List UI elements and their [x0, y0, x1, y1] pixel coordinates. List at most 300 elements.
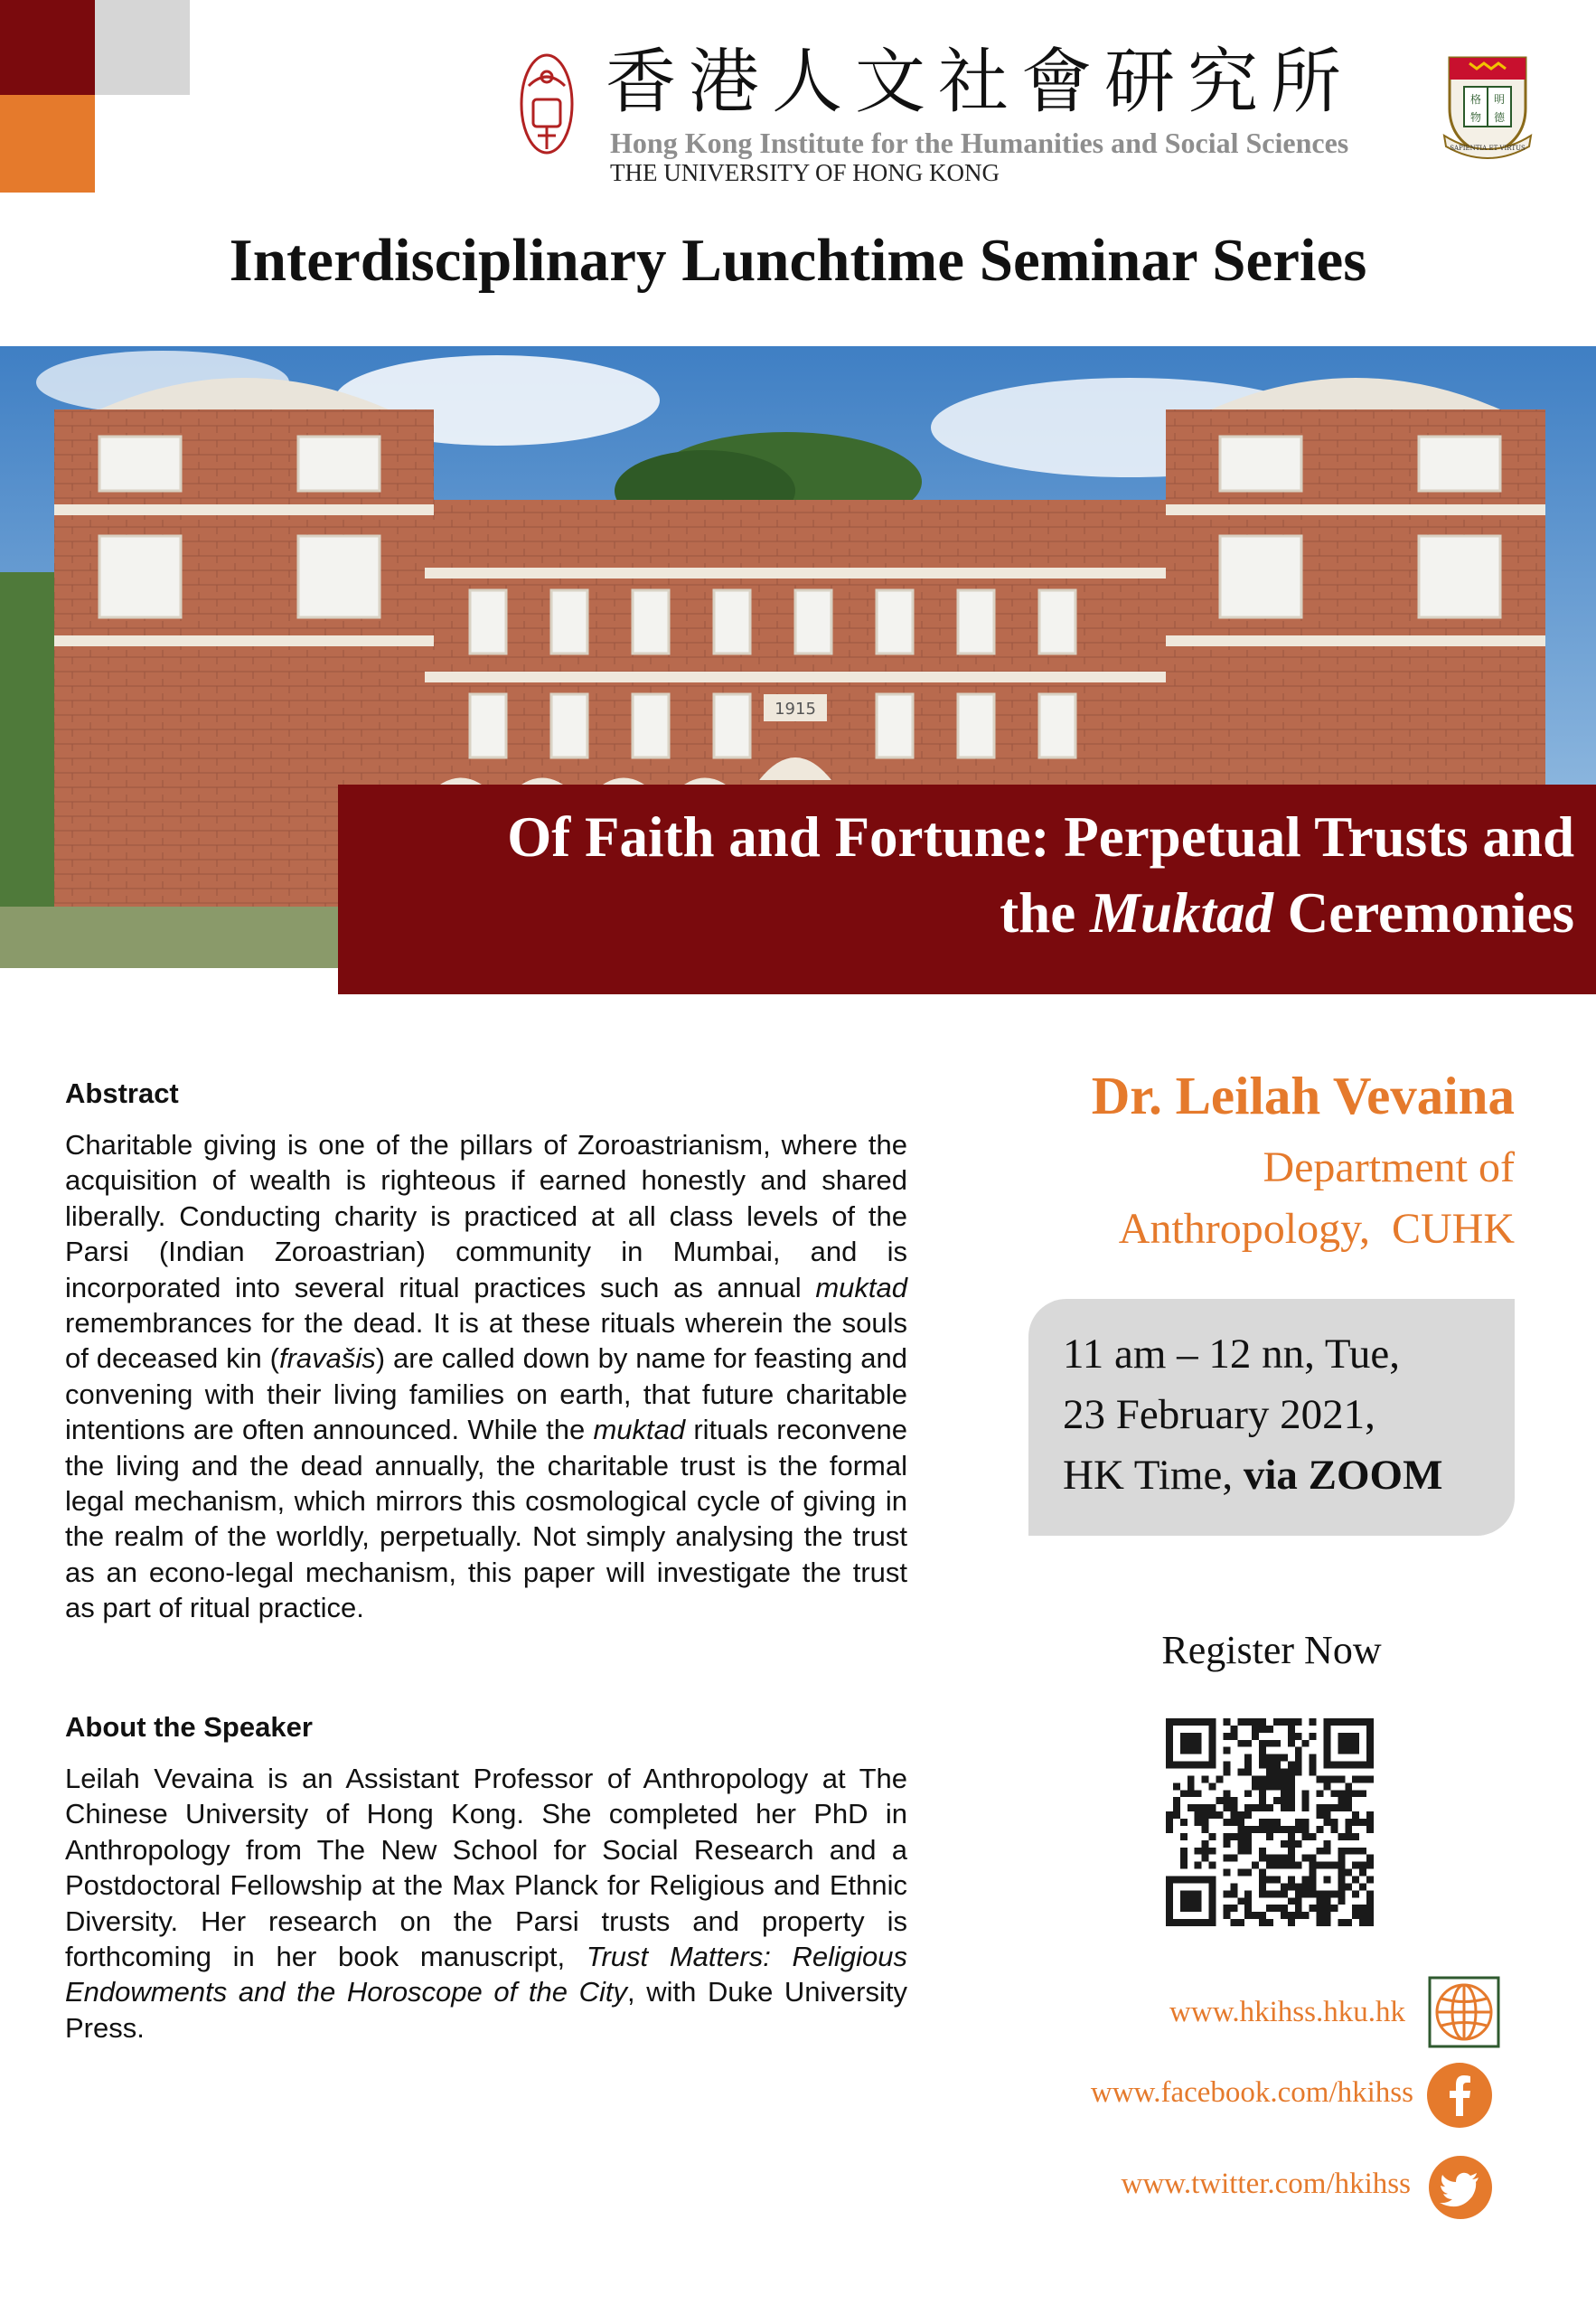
qr-module: [1266, 1754, 1273, 1762]
qr-module: [1323, 1919, 1330, 1926]
qr-module: [1202, 1848, 1209, 1855]
qr-module: [1288, 1848, 1295, 1855]
qr-module: [1302, 1797, 1310, 1804]
qr-module: [1281, 1905, 1288, 1912]
qr-module: [1244, 1769, 1252, 1776]
qr-module: [1281, 1775, 1288, 1783]
qr-module: [1338, 1797, 1345, 1804]
qr-module: [1295, 1890, 1302, 1897]
qr-module: [1237, 1840, 1244, 1848]
qr-module: [1310, 1833, 1317, 1840]
qr-module: [1273, 1754, 1281, 1762]
qr-module: [1259, 1797, 1266, 1804]
qr-module: [1281, 1804, 1288, 1811]
qr-module: [1366, 1775, 1374, 1783]
qr-module: [1266, 1905, 1273, 1912]
qr-module: [1223, 1804, 1230, 1811]
qr-module: [1302, 1790, 1310, 1797]
corner-block-maroon: [0, 0, 95, 95]
qr-module: [1223, 1890, 1230, 1897]
qr-module: [1310, 1754, 1317, 1762]
qr-module: [1330, 1790, 1338, 1797]
qr-module: [1230, 1905, 1237, 1912]
qr-module: [1273, 1890, 1281, 1897]
qr-module: [1359, 1883, 1366, 1890]
qr-module: [1252, 1775, 1259, 1783]
qr-module: [1295, 1840, 1302, 1848]
qr-module: [1317, 1826, 1324, 1833]
schedule-box: [1028, 1299, 1515, 1536]
qr-module: [1295, 1762, 1302, 1769]
qr-module: [1244, 1762, 1252, 1769]
qr-module: [1330, 1905, 1338, 1912]
website-link[interactable]: www.hkihss.hku.hk: [1169, 1996, 1405, 2028]
qr-module: [1209, 1848, 1216, 1855]
qr-module: [1259, 1869, 1266, 1877]
qr-module: [1202, 1811, 1209, 1819]
qr-module: [1295, 1718, 1302, 1726]
talk-title-line2-italic: Muktad: [1089, 881, 1273, 945]
qr-module: [1252, 1726, 1259, 1733]
qr-module: [1252, 1783, 1259, 1790]
qr-module: [1273, 1876, 1281, 1883]
qr-module: [1288, 1897, 1295, 1905]
qr-module: [1237, 1869, 1244, 1877]
qr-module: [1266, 1726, 1273, 1733]
qr-module: [1259, 1890, 1266, 1897]
qr-module: [1366, 1855, 1374, 1862]
qr-module: [1266, 1890, 1273, 1897]
qr-module: [1359, 1912, 1366, 1919]
qr-module: [1259, 1883, 1266, 1890]
qr-module: [1259, 1747, 1266, 1754]
qr-module: [1366, 1862, 1374, 1869]
qr-module: [1244, 1833, 1252, 1840]
qr-module: [1352, 1819, 1359, 1826]
qr-module: [1323, 1876, 1330, 1883]
qr-module: [1288, 1790, 1295, 1797]
facebook-icon[interactable]: [1426, 2062, 1493, 2129]
qr-module: [1259, 1775, 1266, 1783]
qr-module: [1209, 1811, 1216, 1819]
qr-module: [1188, 1790, 1195, 1797]
qr-module: [1166, 1826, 1173, 1833]
qr-module: [1266, 1762, 1273, 1769]
qr-module: [1317, 1848, 1324, 1855]
qr-module: [1244, 1840, 1252, 1848]
qr-module: [1295, 1769, 1302, 1776]
qr-module: [1180, 1862, 1188, 1869]
qr-module: [1281, 1890, 1288, 1897]
qr-module: [1244, 1754, 1252, 1762]
qr-module: [1223, 1762, 1230, 1769]
qr-module: [1366, 1905, 1374, 1912]
qr-module: [1295, 1912, 1302, 1919]
speaker-dept-line2: Anthropology, CUHK: [1118, 1205, 1515, 1253]
qr-module: [1323, 1848, 1330, 1855]
qr-module: [1295, 1883, 1302, 1890]
qr-module: [1237, 1811, 1244, 1819]
qr-module: [1237, 1919, 1244, 1926]
schedule-time: 11 am – 12 nn, Tue,: [1063, 1331, 1400, 1378]
qr-module: [1323, 1819, 1330, 1826]
qr-module: [1273, 1797, 1281, 1804]
qr-module: [1223, 1797, 1230, 1804]
qr-module: [1266, 1862, 1273, 1869]
qr-module: [1295, 1826, 1302, 1833]
qr-module: [1180, 1819, 1188, 1826]
qr-module: [1352, 1848, 1359, 1855]
qr-module: [1237, 1718, 1244, 1726]
qr-module: [1209, 1804, 1216, 1811]
qr-module: [1195, 1790, 1202, 1797]
qr-module: [1259, 1855, 1266, 1862]
qr-module: [1195, 1862, 1202, 1869]
qr-module: [1345, 1919, 1352, 1926]
qr-module: [1330, 1826, 1338, 1833]
qr-module: [1310, 1733, 1317, 1740]
talk-title-line2-post: Ceremonies: [1273, 881, 1574, 945]
qr-module: [1345, 1783, 1352, 1790]
qr-module: [1237, 1819, 1244, 1826]
qr-module: [1359, 1905, 1366, 1912]
qr-module: [1252, 1804, 1259, 1811]
abstract-text-part: Charitable giving is one of the pillars of Zoroastrianism, where the acquisition of wealth is righteous if earned honestly and shared liberally. Conducting charity is practiced at all class levels of the Parsi (Indian Zoroastrian) community in Mumbai, and is incorporated into several ritual practices such as annual: [65, 1129, 907, 1303]
qr-module: [1237, 1826, 1244, 1833]
qr-module: [1295, 1754, 1302, 1762]
qr-module: [1345, 1833, 1352, 1840]
qr-module: [1295, 1905, 1302, 1912]
institute-english-name: Hong Kong Institute for the Humanities and Social Sciences: [610, 127, 1349, 159]
qr-module: [1209, 1862, 1216, 1869]
qr-module: [1288, 1883, 1295, 1890]
qr-module: [1317, 1905, 1324, 1912]
qr-module: [1295, 1733, 1302, 1740]
qr-module: [1352, 1876, 1359, 1883]
qr-module: [1281, 1855, 1288, 1862]
hku-crest-icon: [1442, 52, 1533, 161]
qr-module: [1223, 1790, 1230, 1797]
qr-module: [1345, 1797, 1352, 1804]
qr-module: [1288, 1726, 1295, 1733]
qr-module: [1288, 1912, 1295, 1919]
qr-module: [1230, 1819, 1237, 1826]
schedule-platform: via ZOOM: [1243, 1452, 1443, 1499]
qr-module: [1288, 1833, 1295, 1840]
talk-title-line2-pre: the: [1000, 881, 1090, 945]
schedule-venue: [1063, 1445, 1442, 1506]
qr-module: [1195, 1819, 1202, 1826]
qr-module: [1223, 1905, 1230, 1912]
speaker-name: Dr. Leilah Vevaina: [1091, 1066, 1515, 1125]
qr-module: [1259, 1754, 1266, 1762]
qr-module: [1244, 1790, 1252, 1797]
qr-module: [1359, 1819, 1366, 1826]
qr-module: [1223, 1733, 1230, 1740]
qr-module: [1273, 1769, 1281, 1776]
qr-module: [1216, 1775, 1224, 1783]
qr-module: [1352, 1811, 1359, 1819]
about-text-part: Leilah Vevaina is an Assistant Professor of Anthropology at The Chinese University of Hong Kong. She completed her PhD in Anthropology from The New School for Social Research and a Postdoctoral Fellowship at the Max Planck for Religious and Ethnic Diversity. Her research on the Parsi trusts and property is forthcoming in her book manuscript,: [65, 1763, 907, 1973]
qr-module: [1273, 1718, 1281, 1726]
qr-module: [1252, 1912, 1259, 1919]
schedule-text: [1063, 1324, 1442, 1506]
qr-module: [1202, 1840, 1209, 1848]
qr-module: [1281, 1862, 1288, 1869]
qr-module: [1345, 1883, 1352, 1890]
talk-title-banner: [338, 785, 1596, 994]
qr-module: [1345, 1848, 1352, 1855]
qr-module: [1366, 1890, 1374, 1897]
abstract-text-part: remembrances for the dead. It is at these rituals wherein the souls of deceased kin (: [65, 1307, 907, 1375]
qr-module: [1230, 1883, 1237, 1890]
qr-module: [1323, 1804, 1330, 1811]
qr-module: [1259, 1762, 1266, 1769]
qr-module: [1345, 1790, 1352, 1797]
qr-module: [1352, 1912, 1359, 1919]
qr-module: [1323, 1897, 1330, 1905]
qr-module: [1195, 1848, 1202, 1855]
qr-module: [1266, 1855, 1273, 1862]
qr-module: [1216, 1797, 1224, 1804]
qr-module: [1281, 1790, 1288, 1797]
qr-module: [1209, 1833, 1216, 1840]
qr-module: [1266, 1804, 1273, 1811]
qr-module: [1302, 1883, 1310, 1890]
qr-module: [1288, 1862, 1295, 1869]
qr-module: [1244, 1890, 1252, 1897]
crest-char-1: 格: [1469, 93, 1482, 106]
qr-module: [1366, 1919, 1374, 1926]
qr-module: [1180, 1790, 1188, 1797]
qr-module: [1359, 1919, 1366, 1926]
qr-module: [1216, 1811, 1224, 1819]
qr-module: [1244, 1912, 1252, 1919]
qr-module: [1244, 1826, 1252, 1833]
qr-module: [1237, 1833, 1244, 1840]
qr-module: [1288, 1718, 1295, 1726]
about-text-italic: Trust Matters: Religious Endowments and the Horoscope of the City: [65, 1941, 908, 2008]
institute-chinese-name: 香港人文社會研究所: [606, 42, 1355, 123]
qr-module: [1244, 1905, 1252, 1912]
qr-module: [1288, 1762, 1295, 1769]
qr-module: [1266, 1919, 1273, 1926]
speaker-department: [882, 1137, 1515, 1260]
crest-char-2: 明: [1493, 93, 1506, 106]
qr-module: [1366, 1912, 1374, 1919]
qr-module: [1188, 1775, 1195, 1783]
qr-module: [1338, 1775, 1345, 1783]
qr-module: [1338, 1855, 1345, 1862]
qr-module: [1180, 1733, 1202, 1754]
qr-module: [1310, 1718, 1317, 1726]
qr-module: [1259, 1783, 1266, 1790]
qr-module: [1173, 1811, 1180, 1819]
corner-block-orange: [0, 95, 95, 193]
qr-module: [1252, 1826, 1259, 1833]
qr-module: [1202, 1819, 1209, 1826]
qr-module: [1223, 1769, 1230, 1776]
qr-module: [1345, 1819, 1352, 1826]
register-qr-code[interactable]: [1166, 1717, 1374, 1927]
facebook-link[interactable]: www.facebook.com/hkihss: [1090, 2076, 1413, 2109]
qr-module: [1244, 1811, 1252, 1819]
qr-module: [1288, 1783, 1295, 1790]
qr-module: [1352, 1890, 1359, 1897]
qr-module: [1352, 1862, 1359, 1869]
qr-module: [1295, 1897, 1302, 1905]
qr-module: [1310, 1762, 1317, 1769]
qr-module: [1359, 1790, 1366, 1797]
qr-module: [1330, 1775, 1338, 1783]
qr-module: [1188, 1804, 1195, 1811]
crest-char-4: 德: [1493, 111, 1506, 124]
qr-module: [1266, 1775, 1273, 1783]
qr-module: [1317, 1811, 1324, 1819]
qr-module: [1223, 1869, 1230, 1877]
qr-module: [1338, 1790, 1345, 1797]
qr-module: [1281, 1718, 1288, 1726]
qr-module: [1281, 1754, 1288, 1762]
qr-module: [1252, 1733, 1259, 1740]
qr-module: [1310, 1855, 1317, 1862]
qr-module: [1295, 1747, 1302, 1754]
qr-module: [1302, 1890, 1310, 1897]
about-speaker-heading: About the Speaker: [65, 1711, 313, 1743]
qr-module: [1310, 1769, 1317, 1776]
qr-module: [1288, 1775, 1295, 1783]
qr-module: [1209, 1783, 1216, 1790]
qr-module: [1223, 1819, 1230, 1826]
qr-module: [1237, 1769, 1244, 1776]
qr-module: [1237, 1740, 1244, 1747]
schedule-timezone: HK Time,: [1063, 1452, 1244, 1499]
qr-module: [1288, 1733, 1295, 1740]
building-plaque-year: 1915: [775, 700, 816, 719]
qr-module: [1230, 1804, 1237, 1811]
qr-module: [1366, 1897, 1374, 1905]
qr-module: [1266, 1769, 1273, 1776]
qr-module: [1252, 1862, 1259, 1869]
qr-module: [1330, 1819, 1338, 1826]
qr-module: [1345, 1826, 1352, 1833]
qr-module: [1352, 1790, 1359, 1797]
qr-module: [1180, 1855, 1188, 1862]
qr-module: [1273, 1905, 1281, 1912]
qr-module: [1338, 1919, 1345, 1926]
qr-module: [1230, 1797, 1237, 1804]
qr-module: [1359, 1848, 1366, 1855]
qr-module: [1323, 1912, 1330, 1919]
qr-module: [1237, 1897, 1244, 1905]
qr-module: [1259, 1876, 1266, 1883]
qr-module: [1202, 1855, 1209, 1862]
qr-module: [1317, 1804, 1324, 1811]
qr-module: [1273, 1783, 1281, 1790]
qr-module: [1180, 1833, 1188, 1840]
qr-module: [1281, 1769, 1288, 1776]
qr-module: [1166, 1811, 1173, 1819]
qr-module: [1188, 1783, 1195, 1790]
qr-module: [1266, 1819, 1273, 1826]
series-title: Interdisciplinary Lunchtime Seminar Series: [229, 227, 1367, 294]
qr-module: [1266, 1826, 1273, 1833]
corner-block-grey: [95, 0, 190, 95]
qr-module: [1288, 1804, 1295, 1811]
abstract-text-italic: muktad: [593, 1414, 686, 1446]
qr-module: [1338, 1897, 1345, 1905]
twitter-link[interactable]: www.twitter.com/hkihss: [1121, 2168, 1411, 2200]
qr-module: [1202, 1826, 1209, 1833]
qr-module: [1338, 1804, 1345, 1811]
qr-module: [1244, 1718, 1252, 1726]
qr-module: [1295, 1819, 1302, 1826]
qr-module: [1302, 1833, 1310, 1840]
qr-module: [1338, 1833, 1345, 1840]
qr-module: [1302, 1912, 1310, 1919]
qr-module: [1230, 1855, 1237, 1862]
qr-module: [1317, 1775, 1324, 1783]
qr-module: [1273, 1826, 1281, 1833]
qr-module: [1281, 1783, 1288, 1790]
qr-module: [1281, 1912, 1288, 1919]
qr-module: [1330, 1804, 1338, 1811]
qr-module: [1244, 1804, 1252, 1811]
qr-module: [1366, 1876, 1374, 1883]
qr-module: [1259, 1826, 1266, 1833]
qr-module: [1244, 1869, 1252, 1877]
abstract-text: [65, 1127, 907, 1626]
qr-module: [1259, 1819, 1266, 1826]
qr-module: [1310, 1905, 1317, 1912]
qr-module: [1317, 1919, 1324, 1926]
qr-module: [1180, 1848, 1188, 1855]
qr-module: [1223, 1833, 1230, 1840]
qr-module: [1230, 1733, 1237, 1740]
qr-module: [1281, 1826, 1288, 1833]
qr-module: [1359, 1775, 1366, 1783]
qr-module: [1259, 1919, 1266, 1926]
qr-module: [1281, 1840, 1288, 1848]
qr-module: [1288, 1840, 1295, 1848]
qr-module: [1323, 1775, 1330, 1783]
qr-module: [1259, 1740, 1266, 1747]
schedule-date: 23 February 2021,: [1063, 1391, 1375, 1438]
qr-module: [1273, 1862, 1281, 1869]
qr-module: [1295, 1862, 1302, 1869]
qr-module: [1366, 1811, 1374, 1819]
qr-module: [1237, 1848, 1244, 1855]
qr-module: [1166, 1819, 1173, 1826]
qr-module: [1317, 1897, 1324, 1905]
qr-module: [1244, 1848, 1252, 1855]
qr-module: [1288, 1797, 1295, 1804]
talk-title-line1: Of Faith and Fortune: Perpetual Trusts and: [507, 805, 1574, 869]
qr-module: [1302, 1804, 1310, 1811]
qr-module: [1323, 1840, 1330, 1848]
qr-module: [1259, 1790, 1266, 1797]
abstract-text-italic: muktad: [815, 1271, 907, 1303]
globe-icon[interactable]: [1428, 1976, 1500, 2048]
qr-module: [1288, 1855, 1295, 1862]
abstract-text-part: rituals reconvene the living and the dead annually, the charitable trust is the formal legal mechanism, which mirrors this cosmological cycle of giving in the realm of the worldly, perpetually. Not simply analysing the trust as an econo-legal mechanism, this paper will investigate the trust as part of ritual practice.: [65, 1414, 908, 1624]
qr-module: [1366, 1819, 1374, 1826]
twitter-icon[interactable]: [1428, 2155, 1493, 2220]
qr-module: [1252, 1718, 1259, 1726]
qr-module: [1317, 1790, 1324, 1797]
qr-module: [1273, 1775, 1281, 1783]
qr-module: [1230, 1833, 1237, 1840]
